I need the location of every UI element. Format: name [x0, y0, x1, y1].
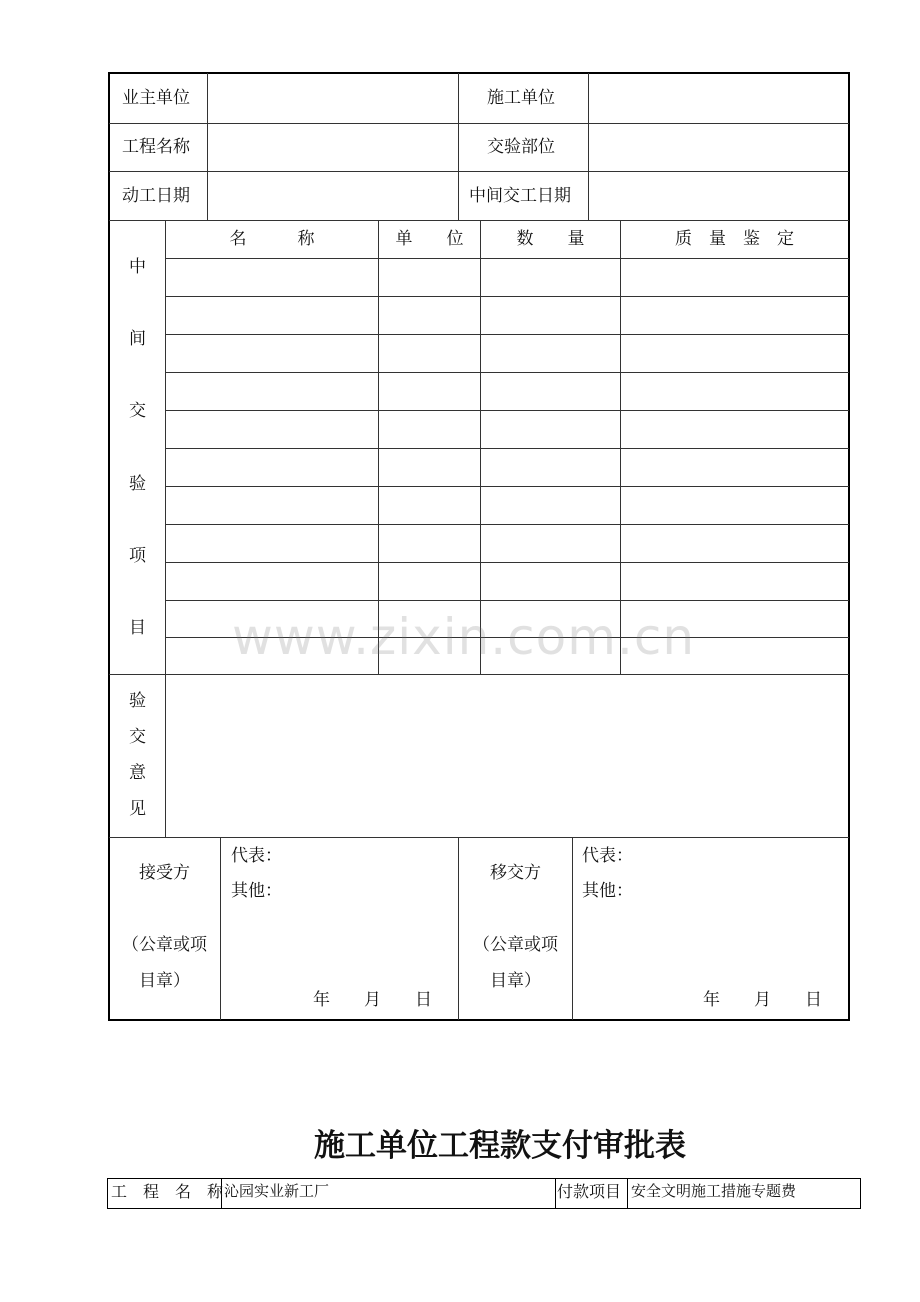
opinion-label-char: 意 — [129, 763, 146, 783]
start-date-label: 动工日期 — [122, 186, 190, 206]
section-label-char: 项 — [129, 546, 146, 566]
col-divider — [620, 220, 621, 674]
column-header-name: 名 称 — [229, 229, 315, 249]
column-header-quantity: 数 量 — [516, 229, 585, 249]
grid-row-line — [165, 486, 849, 487]
col-divider — [220, 837, 221, 1020]
payment-item-value[interactable]: 安全文明施工措施专题费 — [631, 1182, 797, 1200]
column-header-quality: 质 量 鉴 定 — [675, 229, 794, 249]
handover-part-label: 交验部位 — [487, 137, 555, 157]
section-label-char: 中 — [129, 257, 146, 277]
receiver-rep-label: 代表： — [231, 846, 282, 866]
receiver-signature-area[interactable] — [286, 840, 456, 920]
project-name-label: 工程名称 — [122, 137, 190, 157]
handover-part-field[interactable] — [590, 124, 848, 170]
start-date-field[interactable] — [209, 172, 457, 219]
col-divider — [378, 220, 379, 674]
opinion-field[interactable] — [167, 676, 848, 836]
grid-row-line — [165, 562, 849, 563]
col-divider — [627, 1178, 628, 1209]
grid-row-line — [165, 448, 849, 449]
section-label-char: 交 — [129, 401, 146, 421]
receiver-other-label: 其他： — [231, 881, 282, 901]
transferor-seal-note-2: 目章） — [490, 971, 541, 991]
col-divider — [555, 1178, 556, 1209]
transferor-date: 年 月 日 — [703, 990, 822, 1010]
grid-row-line — [165, 600, 849, 601]
mid-handover-date-field[interactable] — [590, 172, 848, 219]
transferor-rep-label: 代表： — [582, 846, 633, 866]
grid-row-line — [165, 334, 849, 335]
opinion-label-char: 验 — [129, 691, 146, 711]
payment-project-name-value[interactable]: 沁园实业新工厂 — [224, 1182, 330, 1200]
receiver-label: 接受方 — [139, 863, 190, 883]
grid-row-line — [165, 372, 849, 373]
opinion-label-char: 见 — [129, 799, 146, 819]
transferor-other-label: 其他： — [582, 881, 633, 901]
opinion-label-char: 交 — [129, 727, 146, 747]
column-header-unit: 单 位 — [395, 229, 464, 249]
section-label-char: 间 — [129, 329, 146, 349]
col-divider — [207, 73, 208, 220]
row-divider — [109, 220, 849, 221]
receiver-date: 年 月 日 — [313, 990, 432, 1010]
col-divider — [480, 220, 481, 674]
watermark: www.zixin.com.cn — [232, 608, 696, 666]
col-divider — [588, 73, 589, 220]
section-label-char: 验 — [129, 474, 146, 494]
owner-label: 业主单位 — [122, 88, 190, 108]
transferor-signature-area[interactable] — [638, 840, 846, 920]
owner-field[interactable] — [209, 74, 457, 122]
grid-row-line — [165, 296, 849, 297]
mid-handover-date-label: 中间交工日期 — [469, 186, 571, 206]
contractor-label: 施工单位 — [487, 88, 555, 108]
payment-item-label: 付款项目 — [557, 1182, 622, 1201]
section-label-char: 目 — [129, 618, 146, 638]
project-name-field[interactable] — [209, 124, 457, 170]
grid-row-line — [165, 524, 849, 525]
payment-project-name-label: 工 程 名 称 — [111, 1182, 224, 1201]
grid-row-line — [165, 258, 849, 259]
row-divider — [109, 674, 849, 675]
grid-row-line — [165, 410, 849, 411]
receiver-seal-note-2: 目章） — [139, 971, 190, 991]
col-divider — [165, 220, 166, 837]
payment-form-title: 施工单位工程款支付审批表 — [314, 1128, 686, 1164]
col-divider — [572, 837, 573, 1020]
transferor-label: 移交方 — [490, 863, 541, 883]
transferor-seal-note: （公章或项 — [473, 935, 558, 955]
col-divider — [458, 73, 459, 220]
contractor-field[interactable] — [590, 74, 848, 122]
receiver-seal-note: （公章或项 — [122, 935, 207, 955]
